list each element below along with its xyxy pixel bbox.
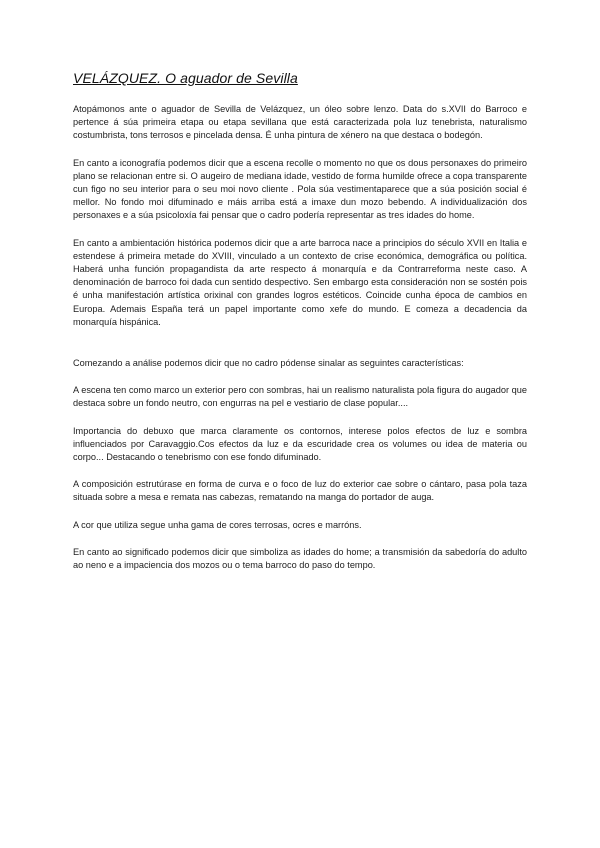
paragraph-drawing: Importancia do debuxo que marca claramente os contornos, interese polos efectos de luz e sombra influenciados por Caravaggio.Cos efectos da luz e da escuridade crea os volumes ou idea de materia ou corpo... Destacando o tenebrismo con ese fondo difuminado. <box>73 425 527 463</box>
paragraph-color: A cor que utiliza segue unha gama de cores terrosas, ocres e marróns. <box>73 519 362 530</box>
paragraph-composition: A composición estrutúrase en forma de curva e o foco de luz do exterior cae sobre o cántaro, pasa pola taza situada sobre a mesa e remata nas cabezas, rematando na manga do portador de auga. <box>73 479 527 503</box>
document-body <box>73 103 527 586</box>
paragraph-meaning: En canto ao significado podemos dicir que simboliza as idades do home; a transmisión da sabedoría do adulto ao neno e a impaciencia dos mozos ou o tema barroco do paso do tempo. <box>73 546 527 571</box>
paragraph-analysis-intro: Comezando a análise podemos dicir que no cadro pódense sinalar as seguintes características: <box>73 358 464 369</box>
document-title: VELÁZQUEZ. O aguador de Sevilla <box>73 70 298 86</box>
paragraph-introduction: Atopámonos ante o aguador de Sevilla de Velázquez, un óleo sobre lenzo. Data do s.XVII do Barroco e pertence á súa primeira etapa ou etapa sevillana que está caracterizada pola luz tenebrista, naturalismo costumbrista, tons terrosos e pincelada densa. É unha pintura de xénero na que destaca o bodegón. <box>73 104 527 141</box>
paragraph-historical-context: En canto a ambientación histórica podemos dicir que a arte barroca nace a principios do século XVII en Italia e estendese á primeira metade do XVIII, vinculado a un contexto de crise económica, demográfica ou política. Haberá unha función propagandista da arte respecto á monarquía e da Contrarreforma neste caso. A denominación de barroco foi dada cun sentido despectivo. Sen embargo esta consideración non se sostén pois é unha manifestación artística orixinal con grandes logros estéticos. Coincide cunha época de cambios en Europa. Ademais España terá un papel importante como xefe do mundo. E comeza a decadencia da monarquía hispánica. <box>73 237 527 327</box>
paragraph-scene: A escena ten como marco un exterior pero con sombras, hai un realismo naturalista pola figura do augador que destaca sobre un fondo neutro, con engurras na pel e vestiario de clase popular.... <box>73 385 527 409</box>
paragraph-iconography: En canto a iconografía podemos dicir que a escena recolle o momento no que os dous personaxes do primeiro plano se relacionan entre si. O augeiro de mediana idade, vestido de forma humilde ofrece a copa transparente cun figo no seu interior para o seu moi novo cliente . Pola súa vestimentaparece que a súa posición social é mellor. No fondo moi difuminado e máis arriba está a imaxe dun mozo bebendo. A individualización dos personaxes e a súa psicoloxía fai pensar que o cadro podería representar as tres idades do home. <box>73 157 527 221</box>
